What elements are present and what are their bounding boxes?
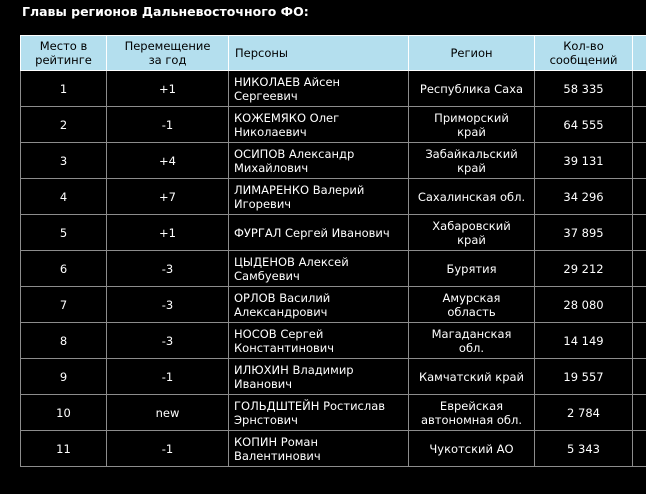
header-region-line: Регион — [450, 46, 493, 60]
region-cell-line: край — [457, 160, 486, 175]
person-cell — [229, 359, 409, 395]
region-cell-line: Еврейская — [439, 398, 504, 413]
region-cell-line: край — [457, 124, 486, 139]
count-cell: 2 784 — [535, 395, 633, 431]
extra-cell — [633, 323, 646, 359]
header-count — [535, 36, 633, 71]
region-cell-line: Сахалинская обл. — [417, 189, 526, 204]
count-cell: 58 335 — [535, 71, 633, 107]
count-cell: 19 557 — [535, 359, 633, 395]
person-cell-line: НИКОЛАЕВ Айсен — [234, 74, 341, 89]
region-cell-line: Амурская — [442, 290, 501, 305]
move-cell: +1 — [107, 71, 229, 107]
person-cell — [229, 431, 409, 467]
region-cell-line: Магаданская — [431, 326, 512, 341]
place-cell: 9 — [21, 359, 107, 395]
person-cell — [229, 395, 409, 431]
region-cell-line: обл. — [458, 340, 485, 355]
person-cell — [229, 287, 409, 323]
table-body — [21, 71, 646, 467]
count-cell: 28 080 — [535, 287, 633, 323]
move-cell: -1 — [107, 431, 229, 467]
move-cell: -1 — [107, 359, 229, 395]
person-cell — [229, 179, 409, 215]
region-cell-line: Бурятия — [446, 261, 497, 276]
place-cell: 5 — [21, 215, 107, 251]
move-cell: -3 — [107, 323, 229, 359]
header-place — [21, 36, 107, 71]
person-cell-line: Константинович — [234, 340, 335, 355]
table-row — [21, 71, 646, 107]
person-cell-line: ЛИМАРЕНКО Валерий — [234, 182, 365, 197]
person-cell-line: КОПИН Роман — [234, 434, 318, 449]
page-title: Главы регионов Дальневосточного ФО: — [22, 4, 309, 19]
move-cell: +4 — [107, 143, 229, 179]
person-cell — [229, 143, 409, 179]
region-cell — [409, 143, 535, 179]
extra-cell — [633, 395, 646, 431]
count-cell: 37 895 — [535, 215, 633, 251]
region-cell — [409, 323, 535, 359]
count-cell: 5 343 — [535, 431, 633, 467]
count-cell: 14 149 — [535, 323, 633, 359]
place-cell: 11 — [21, 431, 107, 467]
extra-cell — [633, 287, 646, 323]
region-cell-line: Забайкальский — [425, 146, 518, 161]
table-row — [21, 251, 646, 287]
header-move-line: Перемещение — [124, 39, 211, 53]
person-cell-line: ФУРГАЛ Сергей Иванович — [234, 225, 390, 240]
place-cell: 3 — [21, 143, 107, 179]
person-cell-line: Иванович — [234, 376, 293, 391]
move-cell: -1 — [107, 107, 229, 143]
person-cell-line: Сергеевич — [234, 88, 298, 103]
header-count-line: сообщений — [549, 53, 618, 67]
header-move-line: за год — [148, 53, 187, 67]
person-cell — [229, 323, 409, 359]
move-cell: +1 — [107, 215, 229, 251]
table-row — [21, 287, 646, 323]
header-person-line: Персоны — [235, 46, 288, 60]
person-cell-line: Игоревич — [234, 196, 292, 211]
place-cell: 1 — [21, 71, 107, 107]
place-cell: 6 — [21, 251, 107, 287]
place-cell: 2 — [21, 107, 107, 143]
extra-cell — [633, 251, 646, 287]
move-cell: -3 — [107, 251, 229, 287]
extra-cell — [633, 215, 646, 251]
region-cell-line: край — [457, 232, 486, 247]
count-cell: 34 296 — [535, 179, 633, 215]
place-cell: 10 — [21, 395, 107, 431]
person-cell-line: Валентинович — [234, 448, 321, 463]
place-cell: 8 — [21, 323, 107, 359]
person-cell-line: ОРЛОВ Василий — [234, 290, 331, 305]
extra-cell — [633, 431, 646, 467]
region-cell-line: автономная обл. — [420, 412, 523, 427]
person-cell-line: ЦЫДЕНОВ Алексей — [234, 254, 349, 269]
header-region — [409, 36, 535, 71]
person-cell-line: ИЛЮХИН Владимир — [234, 362, 354, 377]
table-row — [21, 395, 646, 431]
region-cell — [409, 287, 535, 323]
place-cell: 7 — [21, 287, 107, 323]
region-cell-line: Чукотский АО — [429, 441, 514, 456]
region-cell — [409, 251, 535, 287]
region-cell-line: Республика Саха — [419, 81, 524, 96]
region-cell-line: Камчатский край — [418, 369, 525, 384]
table-row — [21, 143, 646, 179]
person-cell-line: НОСОВ Сергей — [234, 326, 324, 341]
header-person — [229, 36, 409, 71]
move-cell: -3 — [107, 287, 229, 323]
move-cell: new — [107, 395, 229, 431]
person-cell-line: КОЖЕМЯКО Олег — [234, 110, 340, 125]
header-extra — [633, 36, 646, 71]
region-cell-line: область — [447, 304, 496, 319]
table-header-row — [21, 36, 646, 71]
region-cell — [409, 107, 535, 143]
table-row — [21, 359, 646, 395]
person-cell — [229, 71, 409, 107]
count-cell: 39 131 — [535, 143, 633, 179]
region-cell — [409, 359, 535, 395]
place-cell: 4 — [21, 179, 107, 215]
person-cell — [229, 107, 409, 143]
person-cell — [229, 215, 409, 251]
extra-cell — [633, 179, 646, 215]
header-place-line: рейтинге — [35, 53, 92, 67]
table-row — [21, 323, 646, 359]
table-row — [21, 431, 646, 467]
region-cell — [409, 71, 535, 107]
person-cell — [229, 251, 409, 287]
move-cell: +7 — [107, 179, 229, 215]
extra-cell — [633, 107, 646, 143]
ranking-table — [20, 35, 646, 467]
person-cell-line: Николаевич — [234, 124, 307, 139]
person-cell-line: Эрнстович — [234, 412, 298, 427]
person-cell-line: Самбуевич — [234, 268, 300, 283]
region-cell — [409, 431, 535, 467]
header-place-line: Место в — [39, 39, 88, 53]
person-cell-line: ОСИПОВ Александр — [234, 146, 355, 161]
person-cell-line: ГОЛЬДШТЕЙН Ростислав — [234, 398, 386, 413]
header-count-line: Кол-во — [563, 39, 604, 53]
table-row — [21, 179, 646, 215]
person-cell-line: Александрович — [234, 304, 328, 319]
region-cell — [409, 179, 535, 215]
region-cell — [409, 215, 535, 251]
person-cell-line: Михайлович — [234, 160, 309, 175]
count-cell: 64 555 — [535, 107, 633, 143]
extra-cell — [633, 359, 646, 395]
region-cell-line: Хабаровский — [432, 218, 511, 233]
region-cell-line: Приморский — [434, 110, 509, 125]
region-cell — [409, 395, 535, 431]
extra-cell — [633, 143, 646, 179]
table-row — [21, 107, 646, 143]
table-row — [21, 215, 646, 251]
count-cell: 29 212 — [535, 251, 633, 287]
extra-cell — [633, 71, 646, 107]
header-move — [107, 36, 229, 71]
